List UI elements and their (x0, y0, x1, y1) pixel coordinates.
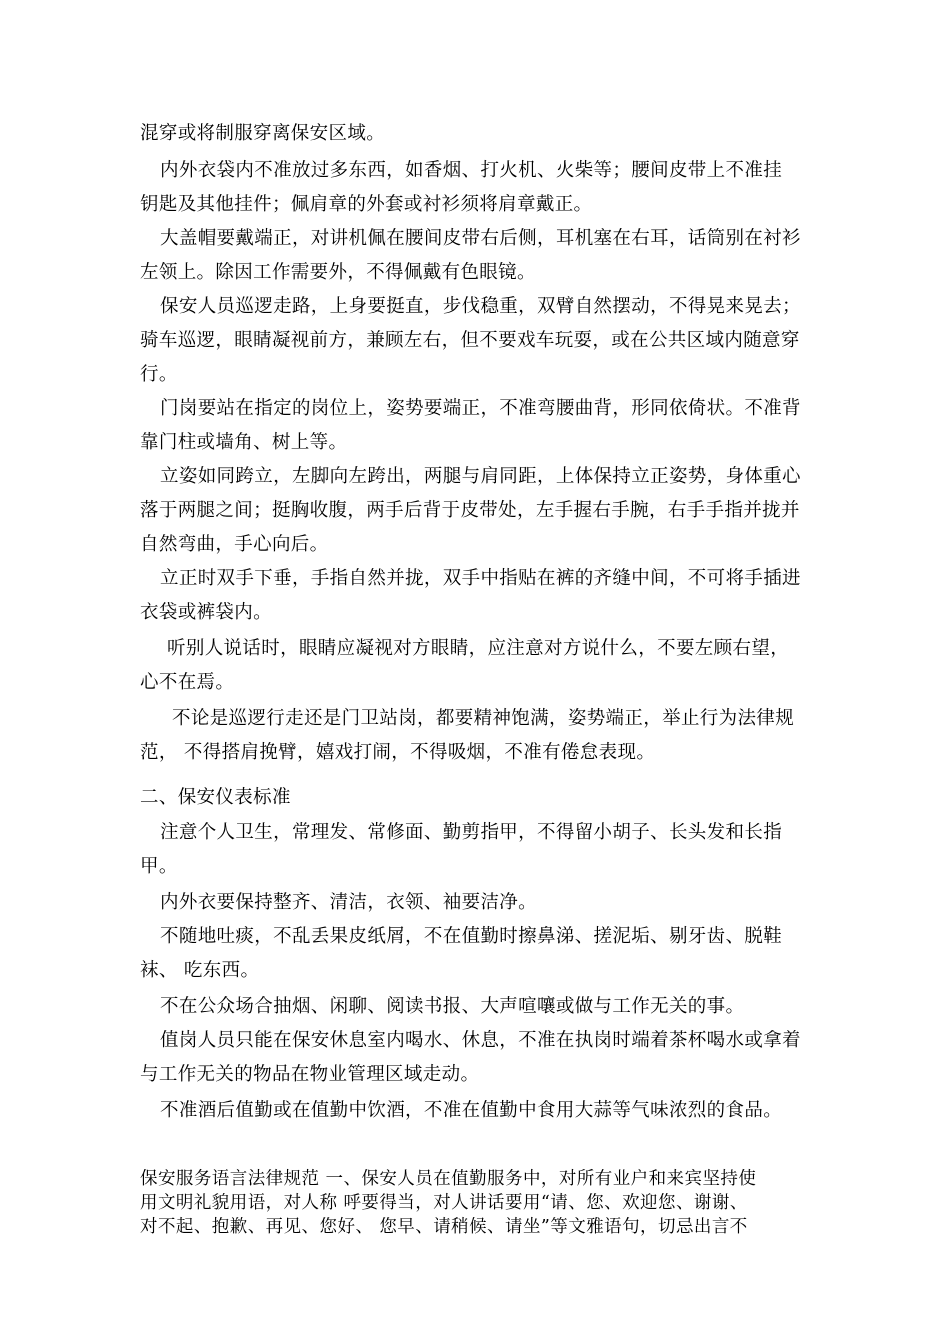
text-line: 甲。 (140, 856, 178, 877)
text-line: 内外衣袋内不准放过多东西，如香烟、打火机、火柴等；腰间皮带上不准挂 (160, 160, 783, 181)
text-line: 衣袋或裤袋内。 (140, 602, 272, 623)
text-line: 不随地吐痰，不乱丢果皮纸屑，不在值勤时擦鼻涕、搓泥垢、剔牙齿、脱鞋 (160, 926, 783, 947)
text-line: 不论是巡逻行走还是门卫站岗，都要精神饱满，姿势端正，举止行为法律规 (172, 708, 795, 729)
text-line: 自然弯曲，手心向后。 (140, 534, 329, 555)
text-line: 与工作无关的物品在物业管理区域走动。 (140, 1064, 480, 1085)
text-line: 左领上。除因工作需要外，不得佩戴有色眼镜。 (140, 262, 536, 283)
text-line: 对不起、抱歉、再见、您好、 您早、请稍候、请坐”等文雅语句，切忌出言不 (140, 1217, 748, 1237)
text-line: 值岗人员只能在保安休息室内喝水、休息，不准在执岗时端着茶杯喝水或拿着 (160, 1030, 801, 1051)
text-line: 保安人员巡逻走路，上身要挺直，步伐稳重，双臂自然摆动，不得晃来晃去； (160, 296, 801, 317)
text-line: 不准酒后值勤或在值勤中饮酒，不准在值勤中食用大蒜等气味浓烈的食品。 (160, 1100, 783, 1121)
text-line: 立姿如同跨立，左脚向左跨出，两腿与肩同距，上体保持立正姿势，身体重心 (160, 466, 801, 487)
text-line: 注意个人卫生，常理发、常修面、勤剪指甲，不得留小胡子、长头发和长指 (160, 822, 783, 843)
text-line: 心不在焉。 (140, 672, 235, 693)
text-line: 门岗要站在指定的岗位上，姿势要端正，不准弯腰曲背，形同依倚状。不准背 (160, 398, 801, 419)
text-line: 靠门柱或墙角、树上等。 (140, 432, 348, 453)
text-line: 钥匙及其他挂件；佩肩章的外套或衬衫须将肩章戴正。 (140, 194, 593, 215)
text-line: 混穿或将制服穿离保安区域。 (140, 123, 386, 144)
text-line: 听别人说话时，眼睛应凝视对方眼睛，应注意对方说什么，不要左顾右望， (167, 638, 790, 659)
text-line: 行。 (140, 364, 178, 385)
text-line: 立正时双手下垂，手指自然并拢，双手中指贴在裤的齐缝中间，不可将手插进 (160, 568, 801, 589)
text-line: 袜、 吃东西。 (140, 960, 260, 981)
text-line: 内外衣要保持整齐、清洁，衣领、袖要洁净。 (160, 892, 538, 913)
section-heading: 二、保安仪表标准 (140, 787, 291, 808)
text-line: 保安服务语言法律规范 一、保安人员在值勤服务中，对所有业户和来宾坚持使 (140, 1169, 757, 1189)
text-line: 范， 不得搭肩挽臂，嬉戏打闹，不得吸烟，不准有倦怠表现。 (140, 742, 656, 763)
text-line: 骑车巡逻，眼睛凝视前方，兼顾左右，但不要戏车玩耍，或在公共区域内随意穿 (140, 330, 800, 351)
text-line: 用文明礼貌用语，对人称 呼要得当，对人讲话要用“请、您、欢迎您、谢谢、 (140, 1193, 748, 1213)
text-line: 落于两腿之间；挺胸收腹，两手后背于皮带处，左手握右手腕，右手手指并拢并 (140, 500, 800, 521)
text-line: 不在公众场合抽烟、闲聊、阅读书报、大声喧嚷或做与工作无关的事。 (160, 996, 745, 1017)
text-line: 大盖帽要戴端正，对讲机佩在腰间皮带右后侧，耳机塞在右耳，话筒别在衬衫 (160, 228, 801, 249)
